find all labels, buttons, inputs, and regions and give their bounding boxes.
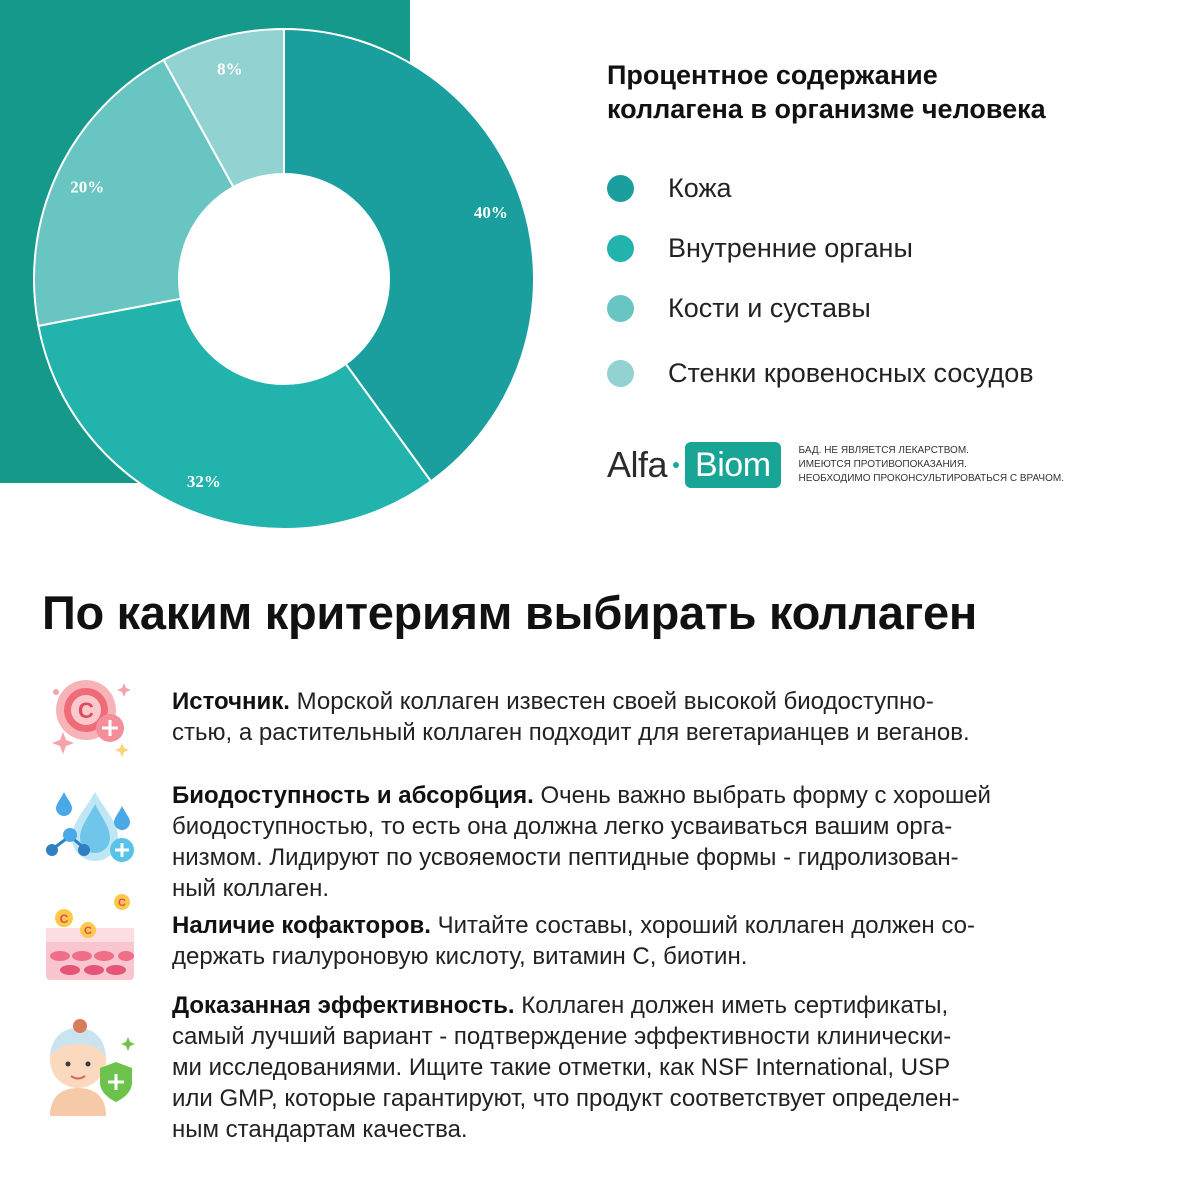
criteria-line: самый лучший вариант - подтверждение эффективности клинически- <box>172 1023 952 1050</box>
legend-item-organs <box>607 228 913 268</box>
legend-item-vessels <box>607 353 1034 393</box>
criteria-line: ми исследованиями. Ищите такие отметки, как NSF International, USP <box>172 1054 951 1081</box>
section-heading: По каким критериям выбирать коллаген <box>42 586 977 639</box>
vitamin-c-icon <box>40 668 140 768</box>
donut-label-2: 20% <box>70 177 105 197</box>
criteria-line: биодоступностью, то есть она должна легко усваиваться вашим орга- <box>172 813 953 840</box>
legend-label: Кожа <box>668 172 732 203</box>
legend-label: Кости и суставы <box>668 292 871 323</box>
criteria-body: Читайте составы, хороший коллаген должен со- <box>430 912 975 939</box>
criteria-body: Коллаген должен иметь сертификаты, <box>514 992 949 1019</box>
criteria-title: Наличие кофакторов. <box>172 912 431 939</box>
criteria-title: Источник. <box>172 688 290 715</box>
brand-logo <box>607 440 1069 490</box>
legend-swatch <box>607 235 634 262</box>
brand-alfa: Alfa <box>607 444 668 485</box>
criteria-text <box>172 686 1142 748</box>
criteria-title: Доказанная эффективность. <box>172 992 515 1019</box>
brand-dot-icon <box>673 462 679 468</box>
disclaimer-line: НЕОБХОДИМО ПРОКОНСУЛЬТИРОВАТЬСЯ С ВРАЧОМ. <box>798 473 1064 484</box>
criteria-line <box>172 780 1142 811</box>
criteria-line <box>172 910 1142 941</box>
criteria-text <box>172 990 1142 1145</box>
legend-item-bones <box>607 288 871 328</box>
svg-text:C: C <box>59 912 69 926</box>
brand-biom: Biom <box>685 442 780 488</box>
disclaimer <box>799 444 1069 486</box>
disclaimer-line: БАД. НЕ ЯВЛЯЕТСЯ ЛЕКАРСТВОМ. <box>798 445 969 456</box>
criteria-line: низмом. Лидируют по усвояемости пептидные формы - гидролизован- <box>172 844 959 871</box>
svg-text:C: C <box>78 698 94 723</box>
donut-label-0: 40% <box>473 202 508 222</box>
svg-text:C: C <box>118 897 126 909</box>
legend-item-skin <box>607 168 732 208</box>
legend-swatch <box>607 175 634 202</box>
skin-layers-icon <box>40 890 140 990</box>
chart-title-line: коллагена в организме человека <box>607 94 1046 124</box>
criteria-line <box>172 686 1142 717</box>
donut-chart <box>0 0 560 560</box>
donut-label-1: 32% <box>186 472 221 492</box>
donut-hole <box>179 174 389 384</box>
legend-label: Стенки кровеносных сосудов <box>668 357 1034 388</box>
criteria-body: Очень важно выбрать форму с хорошей <box>533 782 991 809</box>
legend-swatch <box>607 295 634 322</box>
legend-swatch <box>607 360 634 387</box>
svg-text:C: C <box>84 925 92 937</box>
criteria-line: держать гиалуроновую кислоту, витамин C, биотин. <box>172 943 748 970</box>
criteria-line <box>172 990 1142 1021</box>
chart-title-line: Процентное содержание <box>607 60 938 90</box>
donut-label-3: 8% <box>217 59 243 79</box>
legend-label: Внутренние органы <box>668 232 913 263</box>
criteria-line: ным стандартам качества. <box>172 1116 468 1143</box>
chart-title <box>607 58 1187 126</box>
criteria-line: ный коллаген. <box>172 875 330 902</box>
criteria-text <box>172 910 1142 972</box>
molecule-drop-icon <box>40 780 140 880</box>
criteria-body: Морской коллаген известен своей высокой биодоступно- <box>289 688 934 715</box>
criteria-line: или GMP, которые гарантируют, что продукт соответствует определен- <box>172 1085 960 1112</box>
disclaimer-line: ИМЕЮТСЯ ПРОТИВОПОКАЗАНИЯ. <box>798 459 967 470</box>
criteria-title: Биодоступность и абсорбция. <box>172 782 534 809</box>
criteria-text <box>172 780 1142 904</box>
face-shield-icon <box>40 1016 140 1116</box>
criteria-line: стью, а растительный коллаген подходит для вегетарианцев и веганов. <box>172 719 970 746</box>
